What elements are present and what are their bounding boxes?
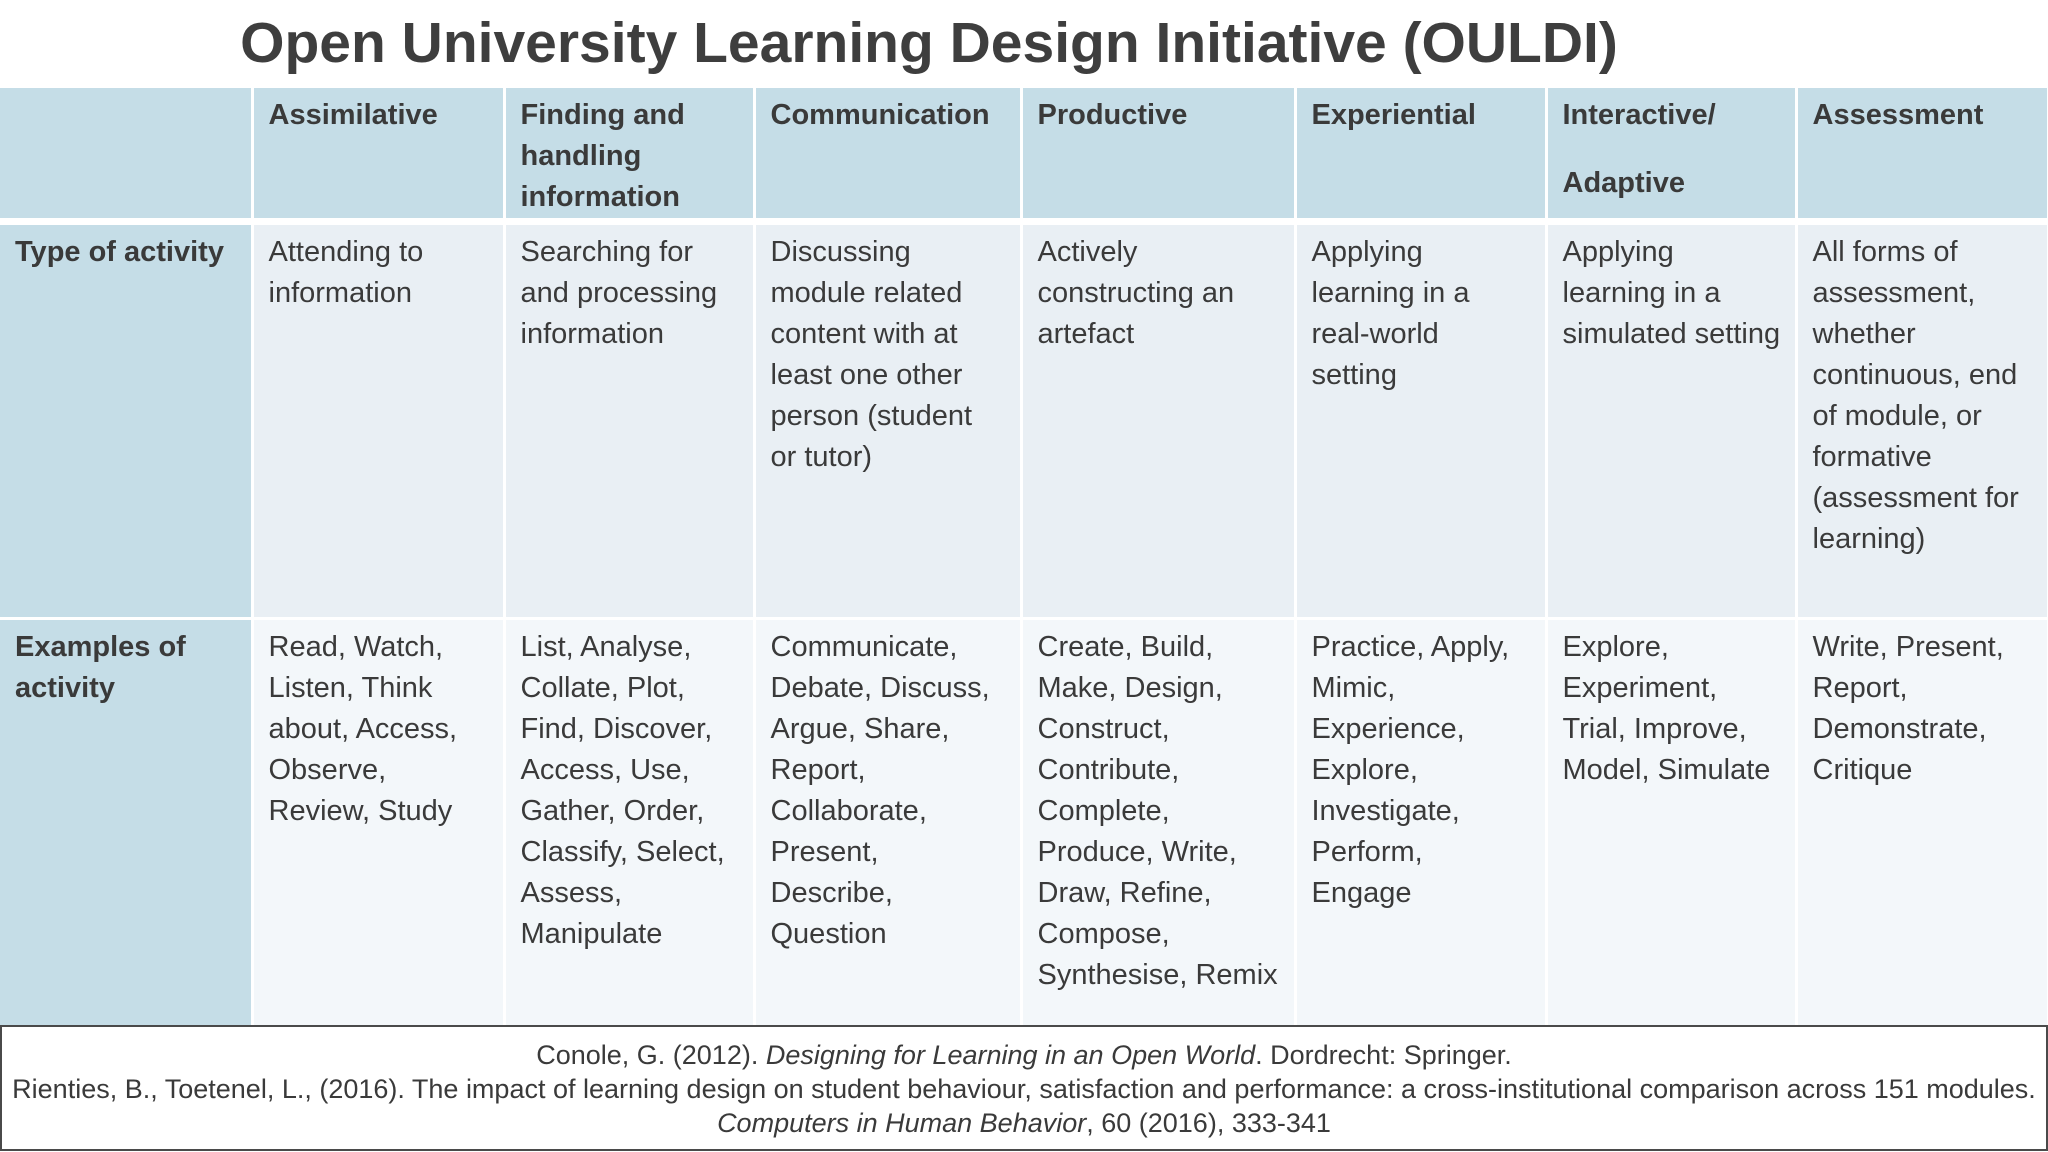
- table-cell: Read, Watch, Listen, Think about, Access, Observe, Review, Study: [252, 619, 504, 1030]
- table-cell: Explore, Experiment, Trial, Improve, Model, Simulate: [1546, 619, 1796, 1030]
- reference-text: . Dordrecht: Springer.: [1255, 1040, 1512, 1070]
- ouldi-table: [0, 88, 2048, 1031]
- header-finding-handling-information: Finding and handling information: [504, 88, 754, 222]
- table-cell: Create, Build, Make, Design, Construct, Contribute, Complete, Produce, Write, Draw, Refine, Compose, Synthesise, Remix: [1021, 619, 1295, 1030]
- header-assessment: Assessment: [1796, 88, 2048, 222]
- reference-rienties: [2, 1072, 2046, 1140]
- table-cell: All forms of assessment, whether continuous, end of module, or formative (assessment for learning): [1796, 222, 2048, 619]
- table-row: [0, 619, 2048, 1030]
- row-label-examples-of-activity: Examples of activity: [0, 619, 252, 1030]
- table-cell: Actively constructing an artefact: [1021, 222, 1295, 619]
- row-label-type-of-activity: Type of activity: [0, 222, 252, 619]
- reference-book-title: Designing for Learning in an Open World: [765, 1040, 1256, 1070]
- table-cell: List, Analyse, Collate, Plot, Find, Discover, Access, Use, Gather, Order, Classify, Select, Assess, Manipulate: [504, 619, 754, 1030]
- table-cell: Communicate, Debate, Discuss, Argue, Share, Report, Collaborate, Present, Describe, Question: [754, 619, 1021, 1030]
- table-row: [0, 222, 2048, 619]
- header-interactive-adaptive: [1546, 88, 1796, 222]
- table-cell: Applying learning in a simulated setting: [1546, 222, 1796, 619]
- header-communication: Communication: [754, 88, 1021, 222]
- table-cell: Searching for and processing information: [504, 222, 754, 619]
- table-cell: Applying learning in a real-world setting: [1295, 222, 1546, 619]
- header-experiential: Experiential: [1295, 88, 1546, 222]
- header-interactive-line2: Adaptive: [1562, 167, 1685, 199]
- reference-text: Rienties, B., Toetenel, L., (2016). The impact of learning design on student behaviour, satisfaction and performance: a cross-institutional comparison across 151 modules.: [12, 1074, 2036, 1104]
- page-title: [0, 8, 2048, 78]
- header-assimilative: Assimilative: [252, 88, 504, 222]
- table-cell: Write, Present, Report, Demonstrate, Critique: [1796, 619, 2048, 1030]
- table-cell: Discussing module related content with at least one other person (student or tutor): [754, 222, 1021, 619]
- table-cell: Practice, Apply, Mimic, Experience, Explore, Investigate, Perform, Engage: [1295, 619, 1546, 1030]
- reference-conole: [2, 1038, 2046, 1072]
- reference-text: , 60 (2016), 333-341: [1086, 1108, 1331, 1138]
- header-corner: [0, 88, 252, 222]
- header-productive: Productive: [1021, 88, 1295, 222]
- page-title-text: Open University Learning Design Initiative (OULDI): [240, 11, 1618, 75]
- reference-text: Conole, G. (2012).: [536, 1040, 766, 1070]
- table-cell: Attending to information: [252, 222, 504, 619]
- references-box: [0, 1025, 2048, 1151]
- reference-journal-title: Computers in Human Behavior: [717, 1108, 1087, 1138]
- header-interactive-line1: Interactive/: [1562, 99, 1716, 131]
- table-header-row: [0, 88, 2048, 222]
